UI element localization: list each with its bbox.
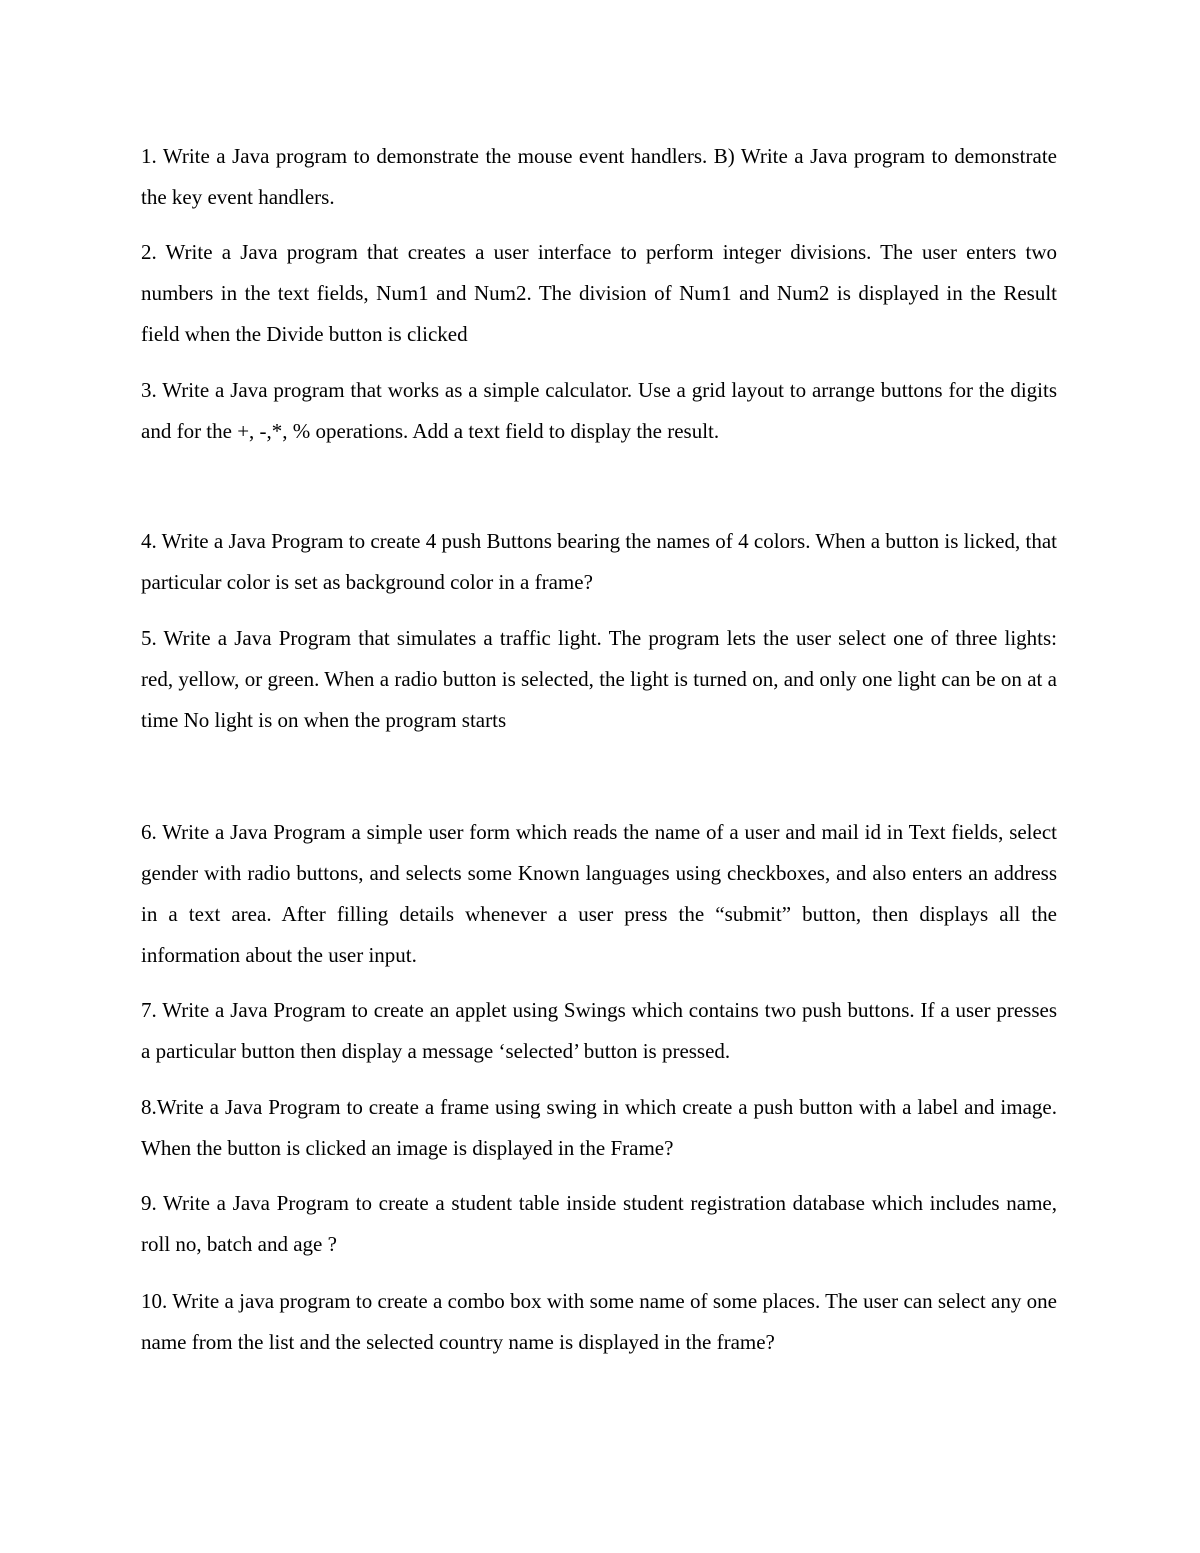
question-8: 8.Write a Java Program to create a frame using swing in which create a push button with a label and image. When the button is clicked an image is displayed in the Frame? bbox=[141, 1095, 1057, 1160]
question-5: 5. Write a Java Program that simulates a traffic light. The program lets the user select one of three lights: red, yellow, or green. When a radio button is selected, the light is turned on, and only one light can be on at a time No light is on when the program starts bbox=[141, 626, 1057, 732]
question-1: 1. Write a Java program to demonstrate the mouse event handlers. B) Write a Java program to demonstrate the key event handlers. bbox=[141, 144, 1057, 209]
question-3: 3. Write a Java program that works as a simple calculator. Use a grid layout to arrange buttons for the digits and for the +, -,*, % operations. Add a text field to display the result. bbox=[141, 378, 1057, 443]
question-9: 9. Write a Java Program to create a student table inside student registration database which includes name, roll no, batch and age ? bbox=[141, 1191, 1057, 1256]
question-7: 7. Write a Java Program to create an applet using Swings which contains two push buttons. If a user presses a particular button then display a message ‘selected’ button is pressed. bbox=[141, 998, 1057, 1063]
question-4: 4. Write a Java Program to create 4 push Buttons bearing the names of 4 colors. When a button is licked, that particular color is set as background color in a frame? bbox=[141, 529, 1057, 594]
question-6: 6. Write a Java Program a simple user form which reads the name of a user and mail id in Text fields, select gender with radio buttons, and selects some Known languages using checkboxes, and also enters an address in a text area. After filling details whenever a user press the “submit” button, then displays all the information about the user input. bbox=[141, 820, 1057, 967]
question-2: 2. Write a Java program that creates a user interface to perform integer divisions. The user enters two numbers in the text fields, Num1 and Num2. The division of Num1 and Num2 is displayed in the Result field when the Divide button is clicked bbox=[141, 240, 1057, 346]
question-10: 10. Write a java program to create a combo box with some name of some places. The user can select any one name from the list and the selected country name is displayed in the frame? bbox=[141, 1289, 1057, 1354]
